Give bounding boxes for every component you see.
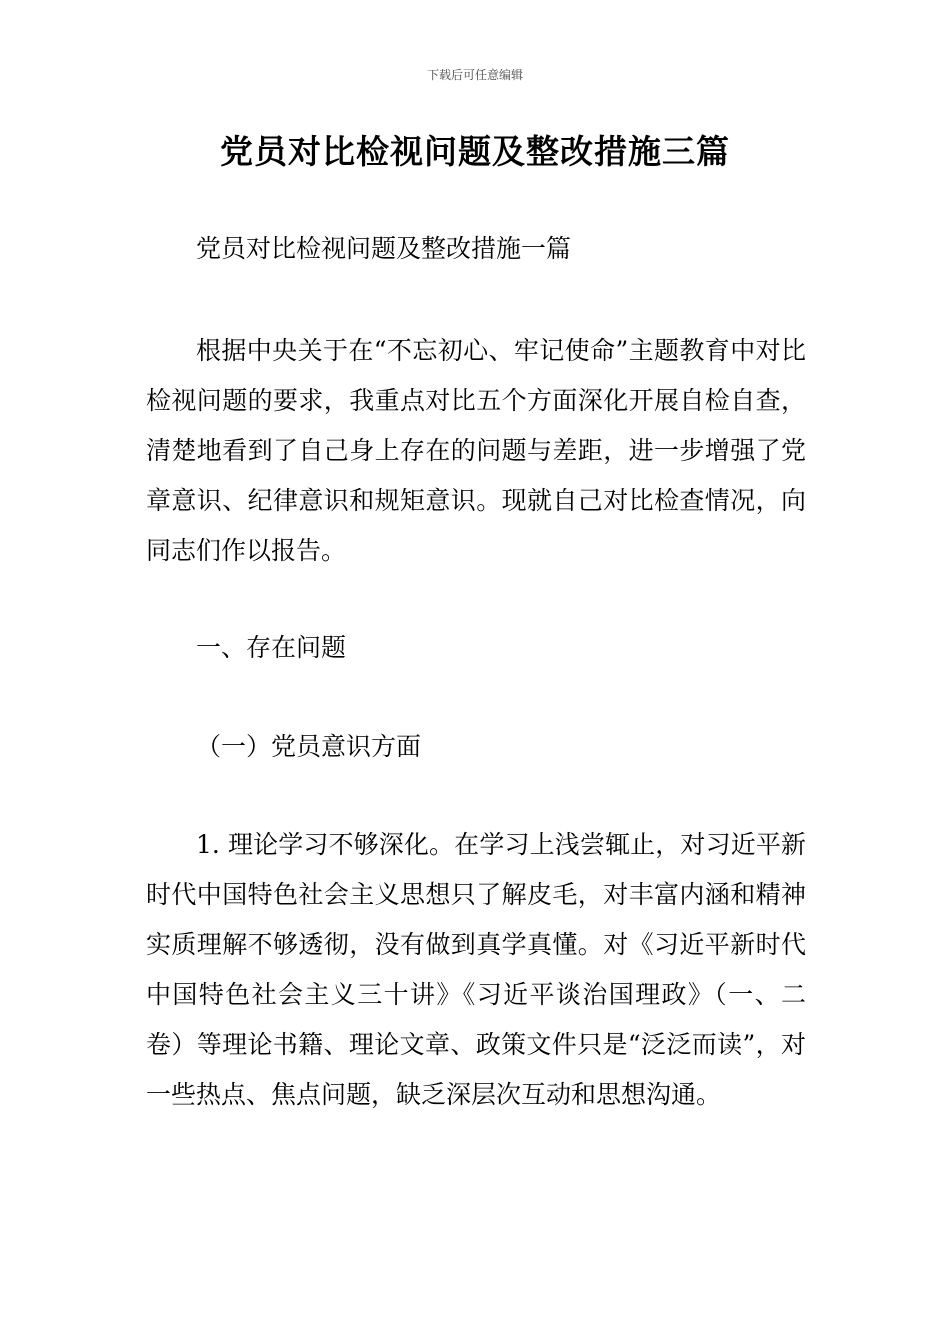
section-heading: 一、存在问题 [196,633,347,662]
document-title: 党员对比检视问题及整改措施三篇 [220,132,730,171]
item-paragraph: 1. 理论学习不够深化。在学习上浅尝辄止，对习近平新时代中国特色社会主义思想只了解皮毛，对丰富内涵和精神实质理解不够透彻，没有做到真学真懂。对《习近平新时代中国特色社会主义三十讲》《习近平谈治国理政》（一、二卷）等理论书籍、理论文章、政策文件只是“泛泛而读”，对一些热点、焦点问题，缺乏深层次互动和思想沟通。 [146,830,806,1109]
intro-paragraph: 根据中央关于在“不忘初心、牢记使命”主题教育中对比检视问题的要求，我重点对比五个方面深化开展自检自查，清楚地看到了自己身上存在的问题与差距，进一步增强了党章意识、纪律意识和规矩意识。现就自己对比检查情况，向同志们作以报告。 [146,336,806,565]
subtitle: 党员对比检视问题及整改措施一篇 [196,234,572,263]
subsection-heading: （一）党员意识方面 [196,732,422,761]
header-note: 下载后可任意编辑 [426,68,523,82]
